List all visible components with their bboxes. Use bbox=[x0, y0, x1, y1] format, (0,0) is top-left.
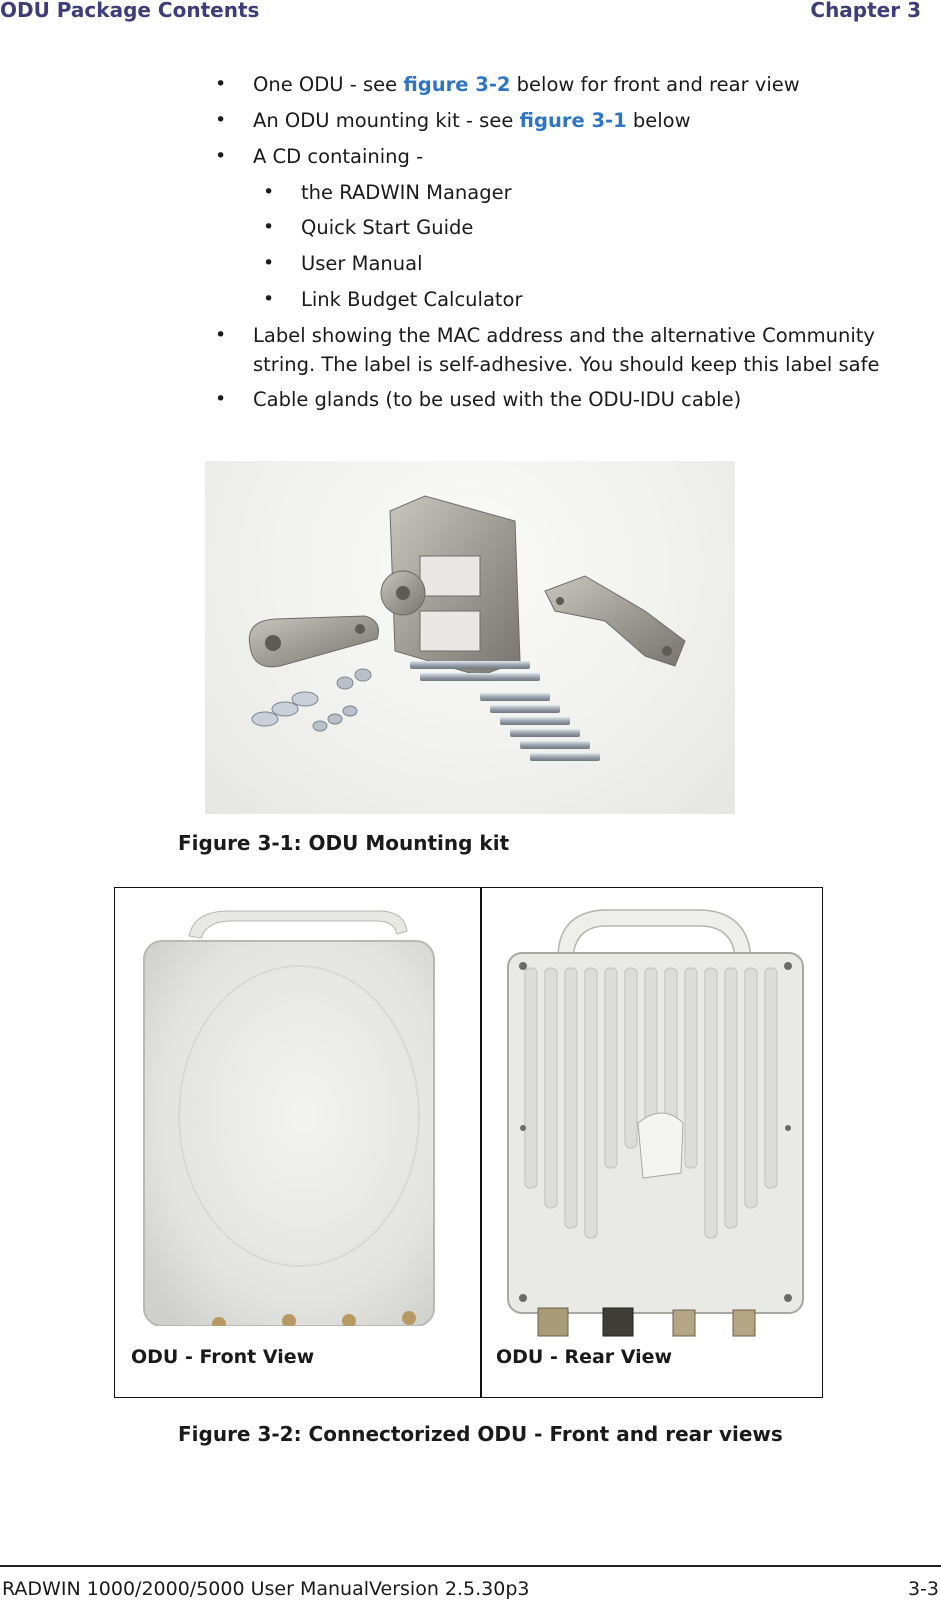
sub-item-quick-start: Quick Start Guide bbox=[301, 216, 474, 239]
section-title: ODU Package Contents bbox=[0, 0, 260, 22]
bullet-glyph: • bbox=[263, 252, 275, 274]
figure-3-2-link[interactable]: figure 3-2 bbox=[403, 73, 511, 96]
chapter-label: Chapter 3 bbox=[810, 0, 921, 22]
odu-rear-image bbox=[503, 898, 808, 1338]
bullet-glyph: • bbox=[215, 324, 227, 346]
list-item-mounting-kit: An ODU mounting kit - see figure 3-1 below bbox=[253, 109, 691, 132]
sub-item-link-budget: Link Budget Calculator bbox=[301, 288, 523, 311]
figure-2-caption: Figure 3-2: Connectorized ODU - Front and rear views bbox=[178, 1422, 783, 1446]
list-item-label-line1: Label showing the MAC address and the alternative Community bbox=[253, 324, 875, 347]
front-view-label: ODU - Front View bbox=[131, 1346, 315, 1368]
bolts bbox=[410, 661, 600, 761]
bullet-glyph: • bbox=[215, 145, 227, 167]
bullet-glyph: • bbox=[215, 109, 227, 131]
footer-manual-version: RADWIN 1000/2000/5000 User ManualVersion 2.5.30p3 bbox=[2, 1578, 530, 1600]
page-header bbox=[0, 0, 941, 24]
bullet-glyph: • bbox=[263, 216, 275, 238]
mounting-kit-illustration bbox=[205, 461, 735, 814]
sub-item-user-manual: User Manual bbox=[301, 252, 423, 275]
arm-right bbox=[545, 576, 685, 666]
footer-rule bbox=[0, 1565, 941, 1567]
mounting-kit-photo bbox=[205, 461, 735, 814]
bullet-glyph: • bbox=[263, 181, 275, 203]
footer-page-number: 3-3 bbox=[907, 1578, 939, 1600]
bullet-glyph: • bbox=[215, 73, 227, 95]
bullet-glyph: • bbox=[263, 288, 275, 310]
washers-nuts bbox=[252, 669, 371, 731]
table-divider bbox=[480, 888, 482, 1397]
rear-view-label: ODU - Rear View bbox=[496, 1346, 673, 1368]
odu-views-table bbox=[114, 887, 823, 1398]
bracket-main bbox=[381, 496, 520, 676]
list-item-label-line2: string. The label is self-adhesive. You should keep this label safe bbox=[253, 353, 880, 376]
sub-item-manager: the RADWIN Manager bbox=[301, 181, 512, 204]
bullet-glyph: • bbox=[215, 388, 227, 410]
arm-left bbox=[249, 616, 378, 667]
figure-1-caption: Figure 3-1: ODU Mounting kit bbox=[178, 831, 510, 855]
odu-front-image bbox=[139, 906, 439, 1326]
figure-3-1-link[interactable]: figure 3-1 bbox=[519, 109, 627, 132]
list-item-odu: One ODU - see figure 3-2 below for front and rear view bbox=[253, 73, 800, 96]
list-item-cable-glands: Cable glands (to be used with the ODU-IDU cable) bbox=[253, 388, 742, 411]
list-item-cd: A CD containing - bbox=[253, 145, 424, 168]
